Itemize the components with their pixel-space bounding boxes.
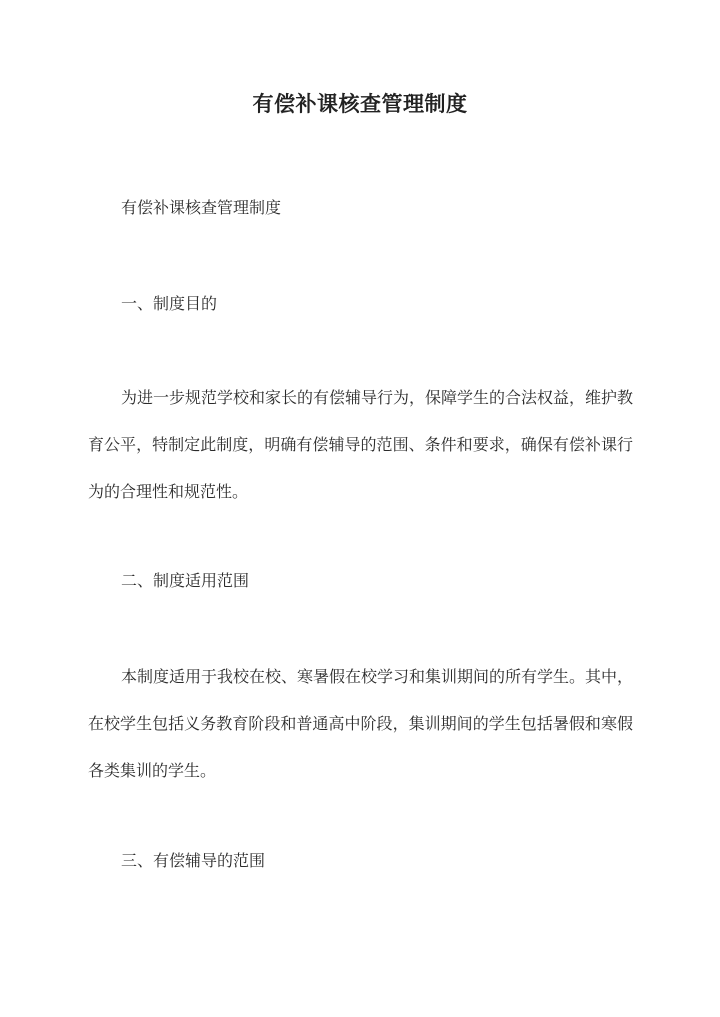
document-subtitle: 有偿补课核查管理制度 — [121, 198, 282, 217]
section-paragraph-scope: 本制度适用于我校在校、寒暑假在校学习和集训期间的所有学生。其中，在校学生包括义务教育阶段和普通高中阶段，集训期间的学生包括暑假和寒假各类集训的学生。 — [88, 667, 634, 780]
section-heading-scope: 二、制度适用范围 — [121, 571, 250, 590]
document-title: 有偿补课核查管理制度 — [252, 91, 468, 116]
section-paragraph-purpose: 为进一步规范学校和家长的有偿辅导行为，保障学生的合法权益，维护教育公平，特制定此制度，明确有偿辅导的范围、条件和要求，确保有偿补课行为的合理性和规范性。 — [88, 388, 634, 501]
section-heading-purpose: 一、制度目的 — [121, 294, 218, 313]
section-heading-tutoring-scope: 三、有偿辅导的范围 — [121, 851, 266, 870]
